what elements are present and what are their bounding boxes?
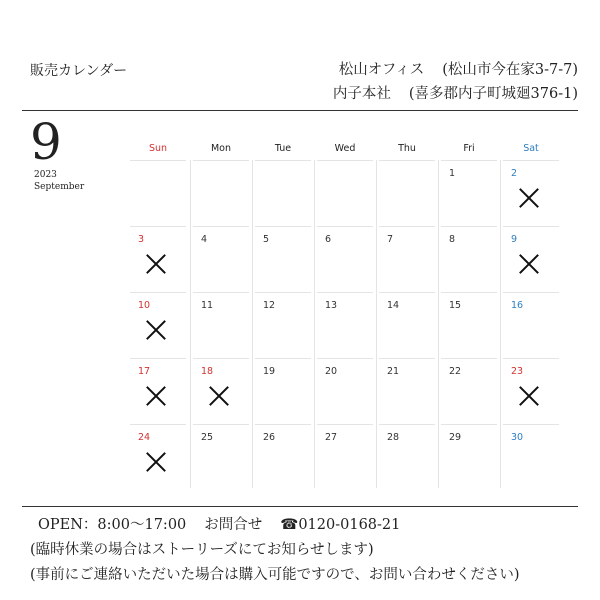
day-number: 28 xyxy=(387,432,400,443)
weekday-header-sat: Sat xyxy=(523,143,539,154)
year-label: 2023 xyxy=(34,170,57,180)
closed-x-icon xyxy=(517,186,541,210)
day-number: 17 xyxy=(138,366,151,377)
day-number: 22 xyxy=(449,366,462,377)
day-number: 25 xyxy=(201,432,214,443)
day-cell-4 xyxy=(193,226,249,290)
day-cell-13 xyxy=(317,292,373,356)
day-cell-3 xyxy=(130,226,186,290)
day-number: 26 xyxy=(263,432,276,443)
day-cell-16 xyxy=(503,292,559,356)
day-number: 5 xyxy=(263,234,270,245)
column-divider xyxy=(500,160,501,488)
column-divider xyxy=(438,160,439,488)
closed-x-icon xyxy=(144,252,168,276)
closed-x-icon xyxy=(144,318,168,342)
day-number: 11 xyxy=(201,300,214,311)
day-number: 13 xyxy=(325,300,338,311)
column-divider xyxy=(190,160,191,488)
office-name: 松山オフィス xyxy=(338,62,425,78)
office-address: (松山市今在家3-7-7) xyxy=(442,62,578,78)
day-number: 18 xyxy=(201,366,214,377)
day-cell-9 xyxy=(503,226,559,290)
column-divider xyxy=(314,160,315,488)
day-cell-6 xyxy=(317,226,373,290)
day-cell-15 xyxy=(441,292,497,356)
day-number: 10 xyxy=(138,300,151,311)
day-cell-5 xyxy=(255,226,311,290)
office-matsuyama xyxy=(339,58,578,79)
month-name: September xyxy=(34,182,85,192)
top-divider xyxy=(22,110,578,111)
day-cell-12 xyxy=(255,292,311,356)
day-cell-8 xyxy=(441,226,497,290)
page-title: 販売カレンダー xyxy=(30,63,128,79)
day-cell-20 xyxy=(317,358,373,422)
empty-day-cell xyxy=(193,160,249,224)
office-uchiko xyxy=(333,82,578,103)
weekday-header-mon: Mon xyxy=(210,143,232,154)
day-number: 19 xyxy=(263,366,276,377)
day-number: 23 xyxy=(511,366,524,377)
day-number: 24 xyxy=(138,432,151,443)
day-number: 15 xyxy=(449,300,462,311)
day-number: 16 xyxy=(511,300,524,311)
footer-note-purchase: (事前にご連絡いただいた場合は購入可能ですので、お問い合わせください) xyxy=(30,567,520,583)
closed-x-icon xyxy=(207,384,231,408)
column-divider xyxy=(252,160,253,488)
day-cell-22 xyxy=(441,358,497,422)
day-cell-29 xyxy=(441,424,497,488)
day-cell-7 xyxy=(379,226,435,290)
day-number: 30 xyxy=(511,432,524,443)
bottom-divider xyxy=(22,506,578,507)
day-cell-11 xyxy=(193,292,249,356)
day-cell-1 xyxy=(441,160,497,224)
day-number: 1 xyxy=(449,168,456,179)
day-cell-26 xyxy=(255,424,311,488)
column-divider xyxy=(376,160,377,488)
telephone-icon: ☎ xyxy=(280,517,299,533)
footer-hours-line xyxy=(38,513,400,534)
day-number: 3 xyxy=(138,234,145,245)
day-cell-2 xyxy=(503,160,559,224)
day-number: 20 xyxy=(325,366,338,377)
day-cell-21 xyxy=(379,358,435,422)
closed-x-icon xyxy=(517,252,541,276)
day-cell-10 xyxy=(130,292,186,356)
empty-day-cell xyxy=(255,160,311,224)
closed-x-icon xyxy=(144,450,168,474)
weekday-header-wed: Wed xyxy=(334,143,356,154)
day-cell-23 xyxy=(503,358,559,422)
closed-x-icon xyxy=(517,384,541,408)
day-number: 6 xyxy=(325,234,332,245)
day-cell-14 xyxy=(379,292,435,356)
day-number: 9 xyxy=(511,234,518,245)
month-number: 9 xyxy=(30,113,62,171)
day-cell-27 xyxy=(317,424,373,488)
day-cell-24 xyxy=(130,424,186,488)
day-number: 8 xyxy=(449,234,456,245)
day-number: 27 xyxy=(325,432,338,443)
empty-day-cell xyxy=(130,160,186,224)
day-cell-17 xyxy=(130,358,186,422)
office-address: (喜多郡内子町城廻376-1) xyxy=(408,86,578,102)
office-name: 内子本社 xyxy=(332,86,391,102)
day-number: 2 xyxy=(511,168,518,179)
business-hours: OPEN：8:00～17:00 xyxy=(38,517,187,533)
day-cell-25 xyxy=(193,424,249,488)
day-cell-18 xyxy=(193,358,249,422)
empty-day-cell xyxy=(379,160,435,224)
day-number: 29 xyxy=(449,432,462,443)
closed-x-icon xyxy=(144,384,168,408)
day-cell-19 xyxy=(255,358,311,422)
contact-label: お問合せ xyxy=(204,517,263,533)
day-number: 12 xyxy=(263,300,276,311)
day-number: 7 xyxy=(387,234,394,245)
day-number: 14 xyxy=(387,300,400,311)
day-number: 4 xyxy=(201,234,208,245)
weekday-header-tue: Tue xyxy=(274,143,292,154)
empty-day-cell xyxy=(317,160,373,224)
day-cell-30 xyxy=(503,424,559,488)
phone-number[interactable]: 0120-0168-21 xyxy=(298,517,401,533)
footer-note-closure: (臨時休業の場合はストーリーズにてお知らせします) xyxy=(30,542,374,558)
day-cell-28 xyxy=(379,424,435,488)
weekday-header-sun: Sun xyxy=(148,143,168,154)
day-number: 21 xyxy=(387,366,400,377)
weekday-header-fri: Fri xyxy=(463,143,475,154)
weekday-header-thu: Thu xyxy=(398,143,416,154)
